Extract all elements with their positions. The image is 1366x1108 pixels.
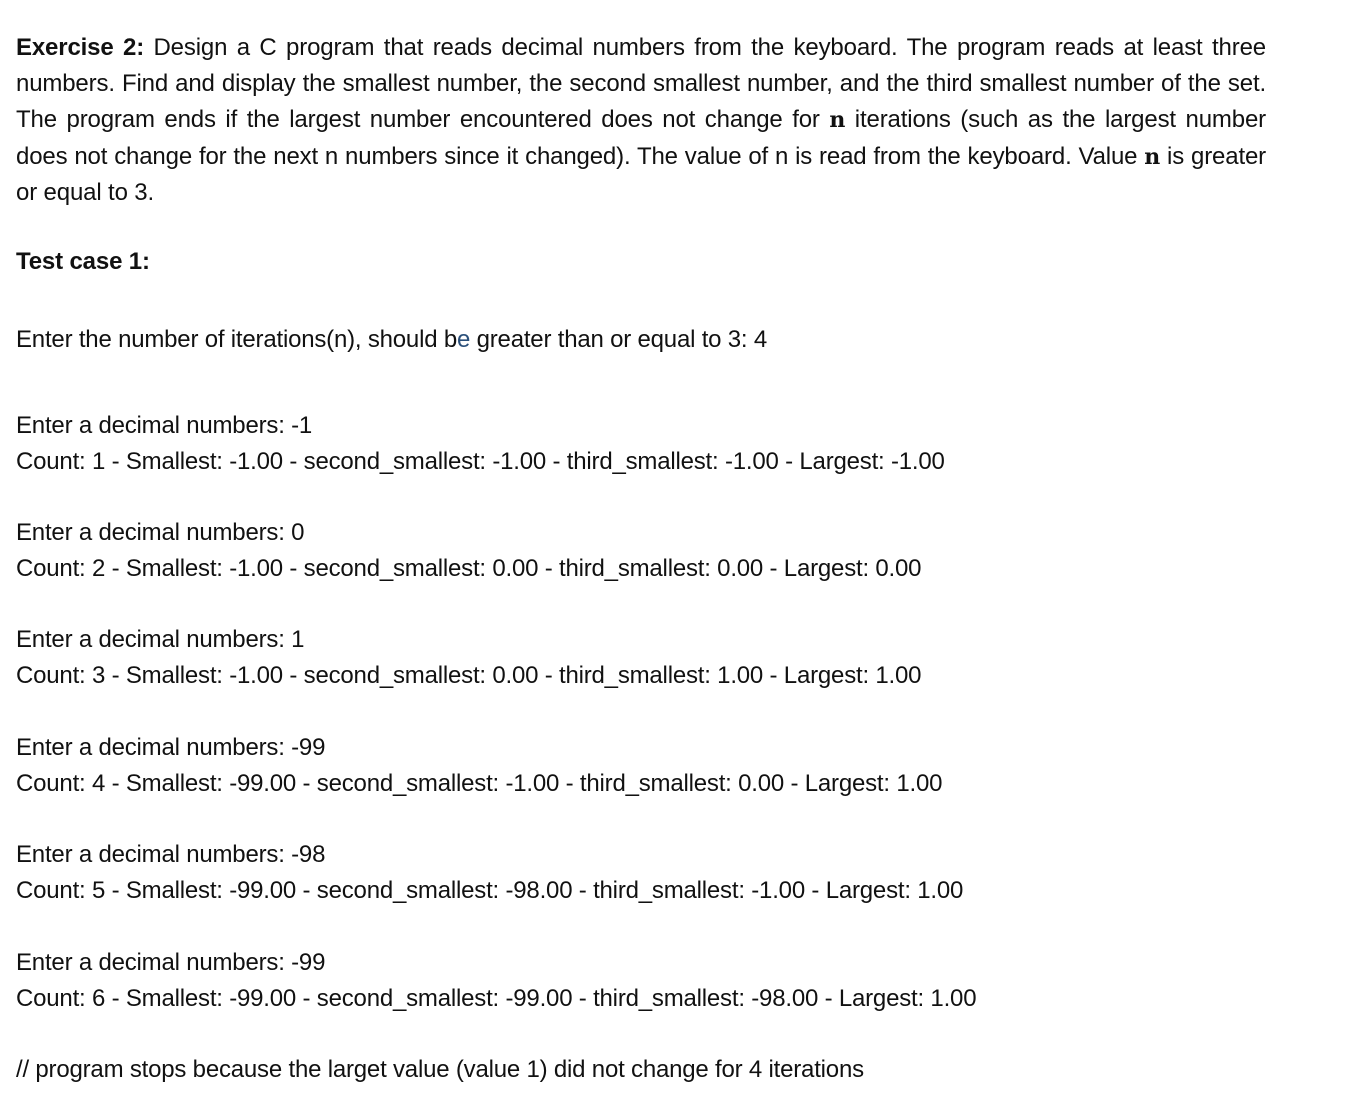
iterations-prompt — [16, 326, 767, 354]
iterations-prompt-after: greater than or equal to 3: 4 — [470, 326, 768, 353]
program-stop-comment: // program stops because the larget value (value 1) did not change for 4 iterations — [16, 1056, 864, 1083]
text-cursor-char: e — [456, 326, 471, 353]
exercise-text-part3: is greater or equal to 3. — [16, 142, 1266, 206]
iterations-prompt-before: Enter the number of iterations(n), should b — [16, 326, 457, 353]
exercise-text-part1: Design a C program that reads decimal numbers from the keyboard. The program reads at least three numbers. Find and display the smallest number, the second smallest number, and the third smallest number of the set. The program ends if the largest number encountered does not change for — [16, 34, 1266, 134]
document-page — [16, 30, 1266, 1083]
variable-n-2: n — [1144, 143, 1161, 170]
step-4-input: Enter a decimal numbers: -99 — [16, 734, 326, 761]
step-4-output: Count: 4 - Smallest: -99.00 - second_smallest: -1.00 - third_smallest: 0.00 - Largest: 1.00 — [16, 770, 943, 797]
step-3-input: Enter a decimal numbers: 1 — [16, 626, 305, 653]
step-5-input: Enter a decimal numbers: -98 — [16, 841, 326, 868]
step-2-input: Enter a decimal numbers: 0 — [16, 519, 305, 546]
step-5-output: Count: 5 - Smallest: -99.00 - second_smallest: -98.00 - third_smallest: -1.00 - Largest: 1.00 — [16, 877, 964, 904]
test-case-heading: Test case 1: — [16, 248, 150, 275]
step-6-output: Count: 6 - Smallest: -99.00 - second_smallest: -99.00 - third_smallest: -98.00 - Largest: 1.00 — [16, 985, 977, 1012]
exercise-description — [16, 30, 1266, 211]
step-1-input: Enter a decimal numbers: -1 — [16, 412, 313, 439]
exercise-label: Exercise 2: — [16, 34, 145, 61]
step-6-input: Enter a decimal numbers: -99 — [16, 949, 326, 976]
step-1-output: Count: 1 - Smallest: -1.00 - second_smallest: -1.00 - third_smallest: -1.00 - Largest: -1.00 — [16, 448, 945, 475]
step-3-output: Count: 3 - Smallest: -1.00 - second_smallest: 0.00 - third_smallest: 1.00 - Largest: 1.00 — [16, 662, 922, 689]
variable-n-1: n — [829, 107, 846, 134]
step-2-output: Count: 2 - Smallest: -1.00 - second_smallest: 0.00 - third_smallest: 0.00 - Largest: 0.00 — [16, 555, 922, 582]
exercise-text-part2: iterations (such as the largest number does not change for the next n numbers since it changed). The value of n is read from the keyboard. Value — [16, 106, 1266, 170]
